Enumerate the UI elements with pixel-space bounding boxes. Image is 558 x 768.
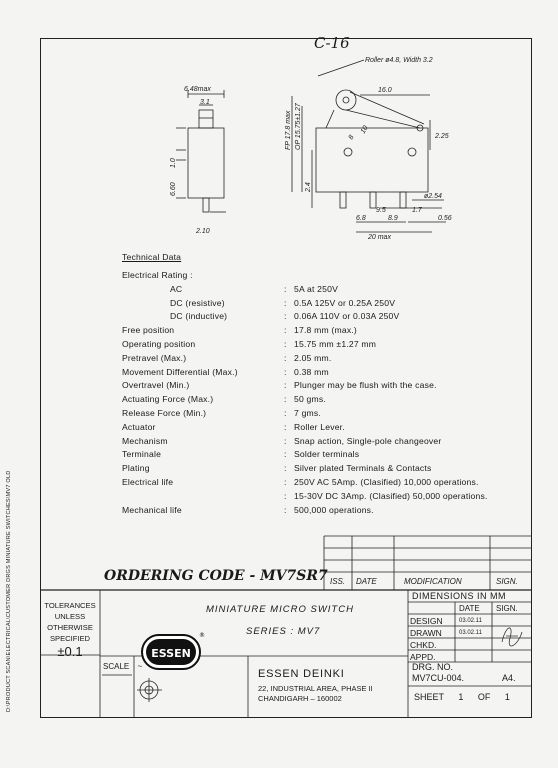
tech-colon: : (284, 408, 287, 418)
tech-value: 7 gms. (294, 408, 321, 418)
sign-header: SIGN. (496, 604, 518, 613)
tech-value: 50 gms. (294, 394, 326, 405)
dim-fp: FP 17.8 max (285, 110, 292, 150)
dim-10: 1.0 (170, 158, 177, 168)
tech-label: Terminale (122, 449, 162, 460)
scale-value: ~ (137, 662, 143, 671)
dim-648: 6.48max (184, 86, 211, 93)
scale-text: SCALE (103, 662, 130, 671)
dim-20max: 20 max (368, 234, 391, 241)
tech-value: 250V AC 5Amp. (Clasified) 10,000 operations. (294, 477, 479, 487)
tech-colon: : (284, 283, 287, 294)
tech-colon: : (284, 380, 287, 391)
tech-label: Movement Differential (Max.) (122, 366, 238, 377)
tech-colon: : (284, 435, 287, 446)
rev-date: DATE (356, 577, 377, 586)
tech-label: Plating (122, 463, 150, 474)
design-label: DESIGN (410, 616, 443, 626)
vertical-file-path: D:\PRODUCT SCAN\ELECTRICAL\CUSTOMER DRGS MINIATURE SWITCHES\MV7 OLD (6, 470, 12, 712)
tech-value: Silver plated Terminals & Contacts (294, 463, 432, 474)
company-address1: 22, INDUSTRIAL AREA, PHASE II (258, 684, 373, 693)
drawn-label: DRAWN (410, 628, 442, 638)
tech-value: Snap action, Single-pole changeover (294, 435, 442, 446)
drg-number: MV7CU-004. (412, 673, 465, 683)
sheet-number: 1 (458, 692, 464, 702)
product-name: MINIATURE MICRO SWITCH (206, 604, 354, 615)
technical-data-heading: Technical Data (122, 252, 182, 262)
tech-colon: : (284, 449, 287, 460)
tech-value: 17.8 mm (max.) (294, 325, 357, 336)
tech-label: Free position (122, 325, 175, 336)
sheet-label: SHEET (414, 692, 444, 702)
tech-label: Mechanical life (122, 504, 182, 515)
rev-mod: MODIFICATION (404, 577, 462, 586)
product-series: SERIES : MV7 (246, 626, 321, 637)
dim-225: 2.25 (435, 133, 449, 140)
svg-text:ESSEN: ESSEN (151, 647, 191, 660)
drg-label: DRG. NO. (412, 662, 454, 672)
dim-254: ø2.54 (424, 193, 442, 200)
tolerance-line3: OTHERWISE (47, 623, 93, 632)
rev-iss: ISS. (330, 577, 346, 586)
tolerance-line1: TOLERANCES (44, 601, 96, 610)
tech-colon: : (284, 297, 287, 308)
roller-label: Roller ø4.8, Width 3.2 (365, 57, 433, 64)
tech-label: Operating position (122, 339, 196, 349)
scale-label (103, 662, 142, 671)
tech-value: 2.05 mm. (294, 352, 332, 363)
essen-logo (141, 631, 203, 673)
tech-label: DC (resistive) (170, 297, 225, 308)
tech-value: 15-30V DC 3Amp. (Clasified) 50,000 operations. (294, 490, 488, 501)
tech-label: Release Force (Min.) (122, 408, 207, 418)
rev-sign: SIGN. (496, 577, 518, 586)
dim-68: 6.8 (356, 215, 366, 222)
tech-colon: : (284, 366, 287, 377)
tech-colon: : (284, 477, 287, 487)
tech-value: 0.06A 110V or 0.03A 250V (294, 311, 400, 322)
chkd-label: CHKD. (410, 640, 437, 650)
dim-056: 0.56 (438, 215, 452, 222)
tech-colon: : (284, 421, 287, 432)
sheet-total: 1 (504, 692, 510, 702)
tech-label: Actuator (122, 421, 156, 432)
dim-89: 8.9 (388, 215, 398, 222)
tolerances-box (40, 600, 100, 657)
dim-10b: 10 (359, 124, 370, 135)
tech-label: Actuating Force (Max.) (122, 394, 214, 405)
tech-colon: : (284, 339, 287, 349)
dim-8: 8 (347, 134, 356, 141)
sheet-info (414, 692, 510, 702)
tech-label: Pretravel (Max.) (122, 352, 187, 363)
tech-colon: : (284, 311, 287, 322)
date-header: DATE (459, 604, 480, 613)
dim-660: 6.60 (170, 182, 177, 196)
tech-colon: : (284, 490, 287, 501)
dim-24: 2.4 (305, 182, 312, 192)
tech-label: Overtravel (Min.) (122, 380, 190, 391)
tech-value: 0.5A 125V or 0.25A 250V (294, 297, 396, 308)
drg-size: A4. (502, 673, 516, 683)
tech-value: 0.38 mm (294, 366, 329, 377)
svg-text:®: ® (199, 632, 205, 639)
tech-colon: : (284, 325, 287, 336)
dim-160: 16.0 (378, 87, 392, 94)
tech-colon: : (284, 352, 287, 363)
tech-label: Mechanism (122, 435, 168, 446)
dim-op: OP 15.75±1.27 (295, 103, 302, 150)
tech-value: 15.75 mm ±1.27 mm (294, 339, 377, 349)
dimensions-label: DIMENSIONS IN MM (412, 591, 507, 601)
dim-17: 1.7 (412, 207, 422, 214)
tech-value: Plunger may be flush with the case. (294, 380, 437, 391)
dim-31: 3.1 (200, 99, 210, 106)
tech-value: Roller Lever. (294, 421, 345, 432)
tech-colon: : (284, 504, 287, 515)
tech-value: 500,000 operations. (294, 504, 374, 515)
tech-label: Electrical Rating : (122, 270, 193, 280)
tech-value: Solder terminals (294, 449, 360, 460)
tolerance-value: ±0.1 (57, 644, 83, 659)
tech-colon: : (284, 463, 287, 474)
tolerance-line4: SPECIFIED (49, 634, 91, 643)
handwritten-reference: C-16 (314, 34, 350, 52)
sheet-of: OF (477, 692, 491, 702)
tech-label: DC (inductive) (170, 311, 228, 322)
tech-label: AC (170, 283, 183, 294)
design-date: 03.02.11 (459, 618, 482, 624)
drawn-date: 03.02.11 (459, 630, 482, 636)
tech-label: Electrical life (122, 477, 174, 487)
company-name: ESSEN DEINKI (258, 668, 345, 680)
tolerance-line2: UNLESS (54, 612, 86, 621)
ordering-code: ORDERING CODE - MV7SR7 (104, 568, 328, 584)
tech-value: 5A at 250V (294, 283, 339, 294)
dim-210: 2.10 (196, 228, 210, 235)
appd-label: APPD. (410, 652, 436, 662)
dim-95: 9.5 (376, 207, 386, 214)
signature (496, 620, 526, 650)
company-address2: CHANDIGARH – 160002 (258, 694, 342, 703)
tech-colon: : (284, 394, 287, 405)
